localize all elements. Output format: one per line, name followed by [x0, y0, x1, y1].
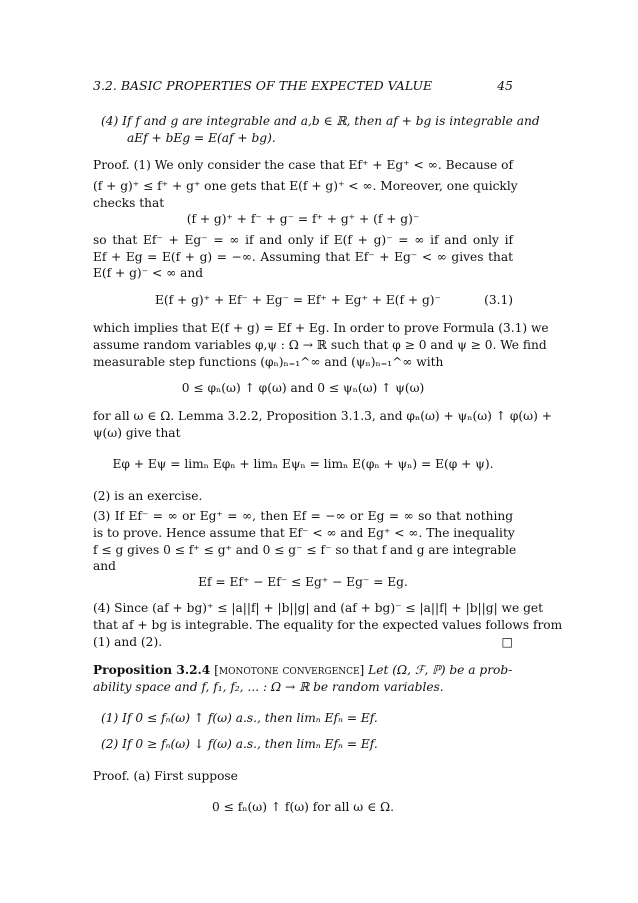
text-line: that af + bg is integrable. The equality for the expected values follows from	[93, 618, 563, 632]
page-number: 45	[497, 78, 513, 93]
item-4-cont: aEf + bEg = E(af + bg).	[127, 131, 276, 145]
running-header	[93, 78, 513, 94]
proposition-item-2: (2) If 0 ≥ fₙ(ω) ↓ f(ω) a.s., then limₙ Efₙ = Ef.	[101, 737, 378, 751]
equation-3-1: E(f + g)⁺ + Ef⁻ + Eg⁻ = Ef⁺ + Eg⁺ + E(f + g)⁻	[155, 293, 441, 307]
item-4: (4) If f and g are integrable and a,b ∈ ℝ, then af + bg is integrable and	[101, 114, 540, 128]
text-line: is to prove. Hence assume that Ef⁻ < ∞ and Eg⁺ < ∞. The inequality	[93, 526, 515, 540]
text-line: so that Ef⁻ + Eg⁻ = ∞ if and only if E(f + g)⁻ = ∞ if and only if	[93, 233, 513, 247]
qed-symbol: □	[501, 635, 513, 649]
text-line: Ef + Eg = E(f + g) = −∞. Assuming that Ef⁻ + Eg⁻ < ∞ gives that	[93, 250, 513, 264]
proposition-title: [monotone convergence]	[214, 663, 365, 677]
proposition-text-cont: ability space and f, f₁, f₂, ... : Ω → ℝ be random variables.	[93, 680, 444, 694]
text-line: (1) and (2).	[93, 635, 163, 649]
proof-line: Proof. (1) We only consider the case that Ef⁺ + Eg⁺ < ∞. Because of	[93, 158, 513, 172]
text-line: for all ω ∈ Ω. Lemma 3.2.2, Proposition 3.1.3, and φₙ(ω) + ψₙ(ω) ↑ φ(ω) +	[93, 409, 552, 423]
text-line: which implies that E(f + g) = Ef + Eg. In order to prove Formula (3.1) we	[93, 321, 549, 335]
proposition-item-1: (1) If 0 ≤ fₙ(ω) ↑ f(ω) a.s., then limₙ Efₙ = Ef.	[101, 711, 378, 725]
equation: Ef = Ef⁺ − Ef⁻ ≤ Eg⁺ − Eg⁻ = Eg.	[198, 575, 408, 589]
text-line: (2) is an exercise.	[93, 489, 203, 503]
equation: Eφ + Eψ = limₙ Eφₙ + limₙ Eψₙ = limₙ E(φₙ + ψₙ) = E(φ + ψ).	[112, 457, 494, 471]
proposition-heading	[93, 662, 513, 678]
text-line: checks that	[93, 196, 165, 210]
text-line: E(f + g)⁻ < ∞ and	[93, 266, 204, 280]
text-line: (f + g)⁺ ≤ f⁺ + g⁺ one gets that E(f + g)⁺ < ∞. Moreover, one quickly	[93, 179, 518, 193]
text-line: (4) Since (af + bg)⁺ ≤ |a||f| + |b||g| and (af + bg)⁻ ≤ |a||f| + |b||g| we get	[93, 601, 543, 615]
text-line: and	[93, 559, 116, 573]
text-line: assume random variables φ,ψ : Ω → ℝ such that φ ≥ 0 and ψ ≥ 0. We find	[93, 338, 547, 352]
text-line: f ≤ g gives 0 ≤ f⁺ ≤ g⁺ and 0 ≤ g⁻ ≤ f⁻ so that f and g are integrable	[93, 543, 517, 557]
proposition-text: Let (Ω, ℱ, ℙ) be a prob-	[368, 663, 513, 677]
equation: (f + g)⁺ + f⁻ + g⁻ = f⁺ + g⁺ + (f + g)⁻	[186, 212, 420, 226]
text-line: measurable step functions (φₙ)ₙ₌₁^∞ and (ψₙ)ₙ₌₁^∞ with	[93, 355, 444, 369]
text-line: ψ(ω) give that	[93, 426, 181, 440]
proposition-label: Proposition 3.2.4	[93, 663, 211, 677]
equation-label: (3.1)	[484, 293, 513, 307]
proof-start: Proof. (a) First suppose	[93, 769, 238, 783]
text-line: (3) If Ef⁻ = ∞ or Eg⁺ = ∞, then Ef = −∞ or Eg = ∞ so that nothing	[93, 509, 513, 523]
section-title: 3.2. BASIC PROPERTIES OF THE EXPECTED VALUE	[93, 78, 433, 93]
equation: 0 ≤ fₙ(ω) ↑ f(ω) for all ω ∈ Ω.	[212, 800, 394, 814]
equation: 0 ≤ φₙ(ω) ↑ φ(ω) and 0 ≤ ψₙ(ω) ↑ ψ(ω)	[181, 381, 425, 395]
